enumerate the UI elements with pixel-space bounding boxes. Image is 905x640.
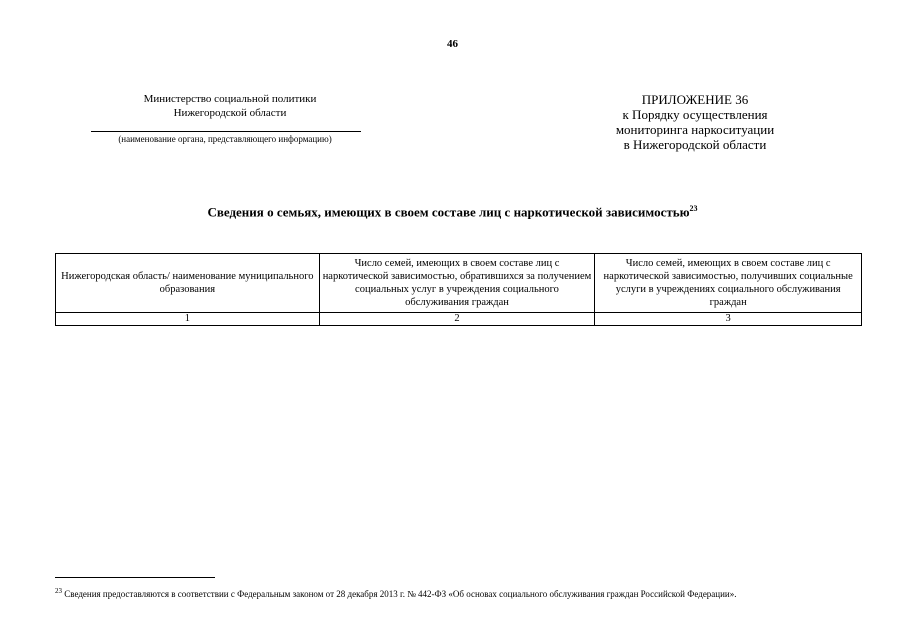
document-title: [0, 204, 905, 220]
organization-name-line1: Министерство социальной политики: [143, 93, 317, 105]
footnote-separator: [55, 577, 215, 578]
organization-caption: (наименование органа, представляющего информацию): [118, 134, 332, 144]
table-header-cell: Нижегородская область/ наименование муниципального образования: [56, 254, 320, 313]
table-header-cell: Число семей, имеющих в своем составе лиц с наркотической зависимостью, получивших социальные услуги в учреждениях социального обслуживания граждан: [595, 254, 862, 313]
appendix-ref-line4: в Нижегородской области: [623, 137, 767, 152]
footnote-marker: 23: [55, 587, 62, 595]
organization-block: [80, 92, 380, 120]
column-number-cell: 2: [319, 313, 595, 326]
appendix-block: [585, 92, 805, 152]
footnote: [55, 585, 845, 600]
organization-name-line2: Нижегородской области: [173, 107, 287, 119]
table-header-row: [56, 254, 862, 313]
appendix-number: ПРИЛОЖЕНИЕ 36: [641, 92, 749, 107]
data-table: [55, 253, 862, 326]
document-title-text: Сведения о семьях, имеющих в своем составе лиц с наркотической зависимостью: [207, 204, 690, 220]
appendix-ref-line2: к Порядку осуществления: [622, 107, 768, 122]
table-column-number-row: [56, 313, 862, 326]
table-header-cell: Число семей, имеющих в своем составе лиц с наркотической зависимостью, обратившихся за получением социальных услуг в учреждения социального обслуживания граждан: [319, 254, 595, 313]
footnote-text: Сведения предоставляются в соответствии с Федеральным законом от 28 декабря 2013 г. № 442-ФЗ «Об основах социального обслуживания граждан Российской Федерации».: [64, 589, 737, 599]
column-number-cell: 1: [56, 313, 320, 326]
column-number-cell: 3: [595, 313, 862, 326]
title-footnote-ref: 23: [689, 204, 698, 213]
organization-underline: [91, 131, 361, 132]
page-number: 46: [447, 38, 458, 50]
appendix-ref-line3: мониторинга наркоситуации: [615, 122, 775, 137]
